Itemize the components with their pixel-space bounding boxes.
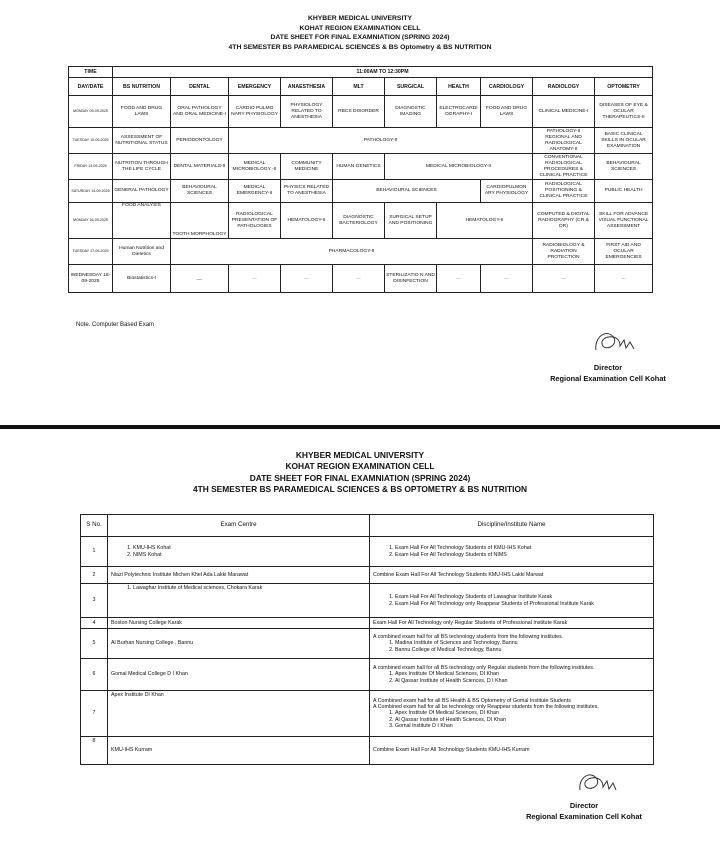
column-header-row bbox=[69, 78, 653, 96]
discipline bbox=[370, 584, 654, 618]
table-row bbox=[81, 567, 654, 584]
table-row bbox=[81, 691, 654, 737]
cell: SKILL FOR ADVANCE VISUAL FUNCTIONAL ASSESSMENT bbox=[595, 203, 653, 239]
merged-cell: HEMATOLOGY-II bbox=[437, 203, 533, 239]
discipline bbox=[370, 691, 654, 737]
cell: __ bbox=[171, 265, 229, 293]
discipline: Exam Hall For All Technology only Regular Students of Professional Institute Karak bbox=[370, 618, 654, 629]
day-date: MONDAY 16-09-2025 bbox=[69, 203, 113, 239]
cell: TOOTH MORPHOLOGY bbox=[171, 203, 229, 239]
exam-centre: Apex Institute DI Khan bbox=[108, 691, 370, 737]
discipline bbox=[370, 659, 654, 691]
discipline bbox=[370, 629, 654, 659]
cell: MEDICAL EMERGENCY-II bbox=[229, 180, 281, 203]
table-row bbox=[69, 265, 653, 293]
cell: BEHAVIOURAL SCIENCES bbox=[171, 180, 229, 203]
discipline-intro: A Combined exam hall for all bs technology only Reappear students from the following institutes. bbox=[373, 704, 599, 711]
exam-centres-table bbox=[80, 514, 654, 765]
exam-schedule-table bbox=[68, 66, 653, 293]
col-header: DENTAL bbox=[171, 78, 229, 96]
centre-item: 2. NIMS Kohat bbox=[133, 552, 366, 558]
table-row bbox=[81, 584, 654, 618]
day-date: MONDAY 09-09-2025 bbox=[69, 96, 113, 128]
page-1-header bbox=[0, 14, 720, 53]
exam-centre: KMU-IHS Kurram bbox=[108, 737, 370, 765]
cell: DENTAL MATERIALS-II bbox=[171, 154, 229, 180]
cell: COMMUNITY MEDICINE bbox=[281, 154, 333, 180]
signature-scrawl-icon bbox=[574, 768, 618, 796]
day-date: WEDNESDAY 18-09-2025 bbox=[69, 265, 113, 293]
table-row bbox=[81, 537, 654, 567]
cell: DIAGNOSTIC BACTERIOLOGY bbox=[333, 203, 385, 239]
day-date: TUESDAY 10-09-2025 bbox=[69, 128, 113, 154]
day-date: FRIDAY 13-09-2025 bbox=[69, 154, 113, 180]
cell: PHYSIOLOGY RELATED TO ANESTHESIA bbox=[281, 96, 333, 128]
time-row bbox=[69, 67, 653, 78]
cell: CARDIOPULMON ARY PHYSIOLOGY bbox=[481, 180, 533, 203]
cell: HUMAN GENETICS bbox=[333, 154, 385, 180]
cell: DISEASES OF EYE & OCULAR THERAPEUTICS-II bbox=[595, 96, 653, 128]
cell: DIAGNOSTIC IMAGING bbox=[385, 96, 437, 128]
cell: RADIOLOGICAL PRESENTATION OF PATHOLOGIES bbox=[229, 203, 281, 239]
exam-centre: Gomal Medical College D I Khan bbox=[108, 659, 370, 691]
cell: FOOD AND DRUG LAWS bbox=[113, 96, 171, 128]
cell: RADIOLOGICAL POSITIONING & CLINICAL PRACTICE bbox=[533, 180, 595, 203]
page-1-datesheet bbox=[0, 0, 720, 410]
hall-item: 1. Apex Institute Of Medical Sciences, DI Khan bbox=[395, 710, 650, 716]
hall-item: 3. Gomal Institute D I Khan bbox=[395, 723, 650, 729]
merged-cell: MEDICAL MICROBIOLOGY-II bbox=[385, 154, 533, 180]
col-header: MLT bbox=[333, 78, 385, 96]
col-header: SURGICAL bbox=[385, 78, 437, 96]
centre-item: 1. KMU-IHS Kohat bbox=[133, 545, 366, 551]
hall-item: 2. Exam Hall For All Technology Students of NIMS bbox=[395, 552, 650, 558]
serial-number: 2 bbox=[81, 567, 108, 584]
signature-scrawl-icon bbox=[590, 326, 636, 356]
cell: FIRST AID AND OCULAR EMERGENCIES bbox=[595, 239, 653, 265]
hall-item: 1. Madina Institute of Sciences and Technology, Bannu bbox=[395, 640, 650, 646]
serial-number: 1 bbox=[81, 537, 108, 567]
signature-title: Director bbox=[569, 801, 599, 810]
cell: BEHAVIOURAL SCIENCES bbox=[595, 154, 653, 180]
cell: ASSESSMENT OF NUTRITIONAL STATUS bbox=[113, 128, 171, 154]
cell: … bbox=[229, 265, 281, 293]
col-header: Discipline/Institute Name bbox=[370, 515, 654, 537]
hall-item: 1. Exam Hall For All Technology Students of KMU-IHS Kohat bbox=[395, 545, 650, 551]
col-header: OPTOMETRY bbox=[595, 78, 653, 96]
column-header-row bbox=[81, 515, 654, 537]
col-header: BS NUTRITION bbox=[113, 78, 171, 96]
discipline-intro: A combined exam hall for all BS technology only Regular students from the following institutes. bbox=[373, 665, 595, 672]
cell: CARDIO PULMO NARY PHYSIOLOGY bbox=[229, 96, 281, 128]
table-row bbox=[69, 128, 653, 154]
director-signature-block bbox=[509, 800, 659, 822]
table-row bbox=[69, 154, 653, 180]
cell: … bbox=[333, 265, 385, 293]
col-header: S No. bbox=[81, 515, 108, 537]
merged-cell: BEHAVIOURAL SCIENCES bbox=[333, 180, 481, 203]
hall-item: 2. Al Qassar Institute of Health Sciences, D I Khan bbox=[395, 678, 650, 684]
hall-item: 2. Al Qassar Institute of Health Sciences, DI Khan bbox=[395, 717, 650, 723]
cell: CLINICAL MEDICINE-I bbox=[533, 96, 595, 128]
serial-number: 4 bbox=[81, 618, 108, 629]
serial-number: 8 bbox=[81, 737, 108, 765]
cell: … bbox=[595, 265, 653, 293]
program-title: 4TH SEMESTER BS PARAMEDICAL SCIENCES & BS Optometry & BS NUTRITION bbox=[228, 44, 492, 52]
page-2-exam-centres bbox=[0, 436, 720, 862]
cell: … bbox=[437, 265, 481, 293]
cell: ORAL PATHOLOGY AND ORAL MEDICINE-I bbox=[171, 96, 229, 128]
cell: FOOD ANALYSIS bbox=[113, 203, 171, 239]
signature-title: Director bbox=[593, 363, 623, 372]
merged-cell: PATHOLOGY-II bbox=[229, 128, 533, 154]
table-row bbox=[81, 737, 654, 765]
hall-item: 2. Bannu College of Medical Technology, Bannu bbox=[395, 647, 650, 653]
col-header: DAY/DATE bbox=[69, 78, 113, 96]
cell: BASIC CLINICAL SKILLS IN OCULAR EXAMINATION bbox=[595, 128, 653, 154]
cell: … bbox=[281, 265, 333, 293]
signature-office: Regional Examination Cell Kohat bbox=[550, 374, 666, 383]
exam-cell-name: KOHAT REGION EXAMINATION CELL bbox=[285, 461, 435, 472]
col-header: Exam Centre bbox=[108, 515, 370, 537]
datesheet-title: DATE SHEET FOR FINAL EXAMNIATION (SPRING 2024) bbox=[270, 34, 450, 42]
exam-centre: Al Burhan Nursing College , Bannu bbox=[108, 629, 370, 659]
discipline-intro: A combined exam hall for all BS technology students from the following institutes. bbox=[373, 634, 564, 641]
cell: GENERAL PATHOLOGY bbox=[113, 180, 171, 203]
exam-centre: Niazi Polytechnic Institute Michen Khel Ada Lakki Marawat bbox=[108, 567, 370, 584]
exam-cell-name: KOHAT REGION EXAMINATION CELL bbox=[299, 24, 421, 32]
merged-cell: PHARMACOLOGY-II bbox=[171, 239, 533, 265]
hall-item: 2. Exam Hall For All Technology only Reappear Students of Professional Institute Karak bbox=[395, 601, 650, 607]
director-signature-block bbox=[533, 362, 683, 384]
cell: COMPUTED & DIGITAL RADIOGRAPHY (CR & DR) bbox=[533, 203, 595, 239]
table-row bbox=[81, 618, 654, 629]
cell: PUBLIC HEALTH bbox=[595, 180, 653, 203]
cell: … bbox=[481, 265, 533, 293]
hall-item: 1. Apex Institute Of Medical Sciences, DI Khan bbox=[395, 671, 650, 677]
discipline: Combine Exam Hall For All Technology Students KMU-IHS Kurram bbox=[370, 737, 654, 765]
time-value: 11:00AM TO 12:30PM bbox=[113, 67, 653, 78]
table-row bbox=[69, 239, 653, 265]
exam-centre bbox=[108, 584, 370, 618]
table-row bbox=[69, 180, 653, 203]
signature-office: Regional Examination Cell Kohat bbox=[526, 812, 642, 821]
cell: SURGICAL SETUP AND POSITIONING bbox=[385, 203, 437, 239]
cell: ELECTROCARDI OGRAPHY-I bbox=[437, 96, 481, 128]
day-date: TUESDAY 17-09-2025 bbox=[69, 239, 113, 265]
cell: RBCS DISORDER bbox=[333, 96, 385, 128]
cell: MEDICAL MICROBIOLOGY -II bbox=[229, 154, 281, 180]
table-row bbox=[81, 659, 654, 691]
col-header: HEALTH bbox=[437, 78, 481, 96]
serial-number: 7 bbox=[81, 691, 108, 737]
exam-centre: Boston Nursing College Karak bbox=[108, 618, 370, 629]
discipline-intro: A Combined exam hall for all BS Health & BS Optometry of Gomal Institute Students bbox=[373, 697, 571, 704]
discipline bbox=[370, 537, 654, 567]
cell: PATHOLOGY-II REGIONAL AND RADIOLOGICAL ANATOMY-II bbox=[533, 128, 595, 154]
table-row bbox=[69, 96, 653, 128]
cell: NUTRITION THROUGH THE LIFE CYCLE bbox=[113, 154, 171, 180]
time-label: TIME bbox=[69, 67, 113, 78]
table-row bbox=[69, 203, 653, 239]
program-title: 4TH SEMESTER BS PARAMEDICAL SCIENCES & BS OPTOMETRY & BS NUTRITION bbox=[192, 484, 528, 495]
serial-number: 3 bbox=[81, 584, 108, 618]
exam-note: Note. Computer Based Exam bbox=[76, 322, 155, 328]
cell: STERILIZATIO N AND DISINFECTION bbox=[385, 265, 437, 293]
table-row bbox=[81, 629, 654, 659]
col-header: CARDIOLOGY bbox=[481, 78, 533, 96]
cell: … bbox=[533, 265, 595, 293]
cell: Human Nutrition and Dietetics bbox=[113, 239, 171, 265]
university-name: KHYBER MEDICAL UNIVERSITY bbox=[307, 15, 413, 22]
cell: Biostatistics-I bbox=[113, 265, 171, 293]
col-header: ANAESTHESIA bbox=[281, 78, 333, 96]
hall-item: 1. Exam Hall For All Technology Students of Lawaghar Institute Karak bbox=[395, 594, 650, 600]
cell: PHYSICS RELATED TO ANESTHESIA bbox=[281, 180, 333, 203]
serial-number: 6 bbox=[81, 659, 108, 691]
cell: CONVENTIONAL RADIOLOGICAL PROCEDURES & CLINICAL PRACTICE bbox=[533, 154, 595, 180]
cell: PERIODONTOLOGY bbox=[171, 128, 229, 154]
day-date: SATURDAY 14-09-2025 bbox=[69, 180, 113, 203]
page-2-header bbox=[0, 450, 720, 496]
col-header: EMERGENCY bbox=[229, 78, 281, 96]
cell: RADIOBIOLOGY & RADIATION PROTECTION bbox=[533, 239, 595, 265]
serial-number: 5 bbox=[81, 629, 108, 659]
university-name: KHYBER MEDICAL UNIVERSITY bbox=[295, 450, 425, 460]
centre-item: 1. Lawaghar Institute of Medical sciences, Chokara Karak bbox=[133, 585, 366, 591]
cell: HEMATOLOGY-II bbox=[281, 203, 333, 239]
datesheet-title: DATE SHEET FOR FINAL EXAMNIATION (SPRING 2024) bbox=[249, 472, 471, 483]
page-separator bbox=[0, 425, 720, 429]
discipline: Combine Exam Hall For All Technology Students KMU-IHS Lakki Marwat bbox=[370, 567, 654, 584]
exam-centre bbox=[108, 537, 370, 567]
cell: FOOD AND DRUG LAWS bbox=[481, 96, 533, 128]
col-header: RADIOLOGY bbox=[533, 78, 595, 96]
